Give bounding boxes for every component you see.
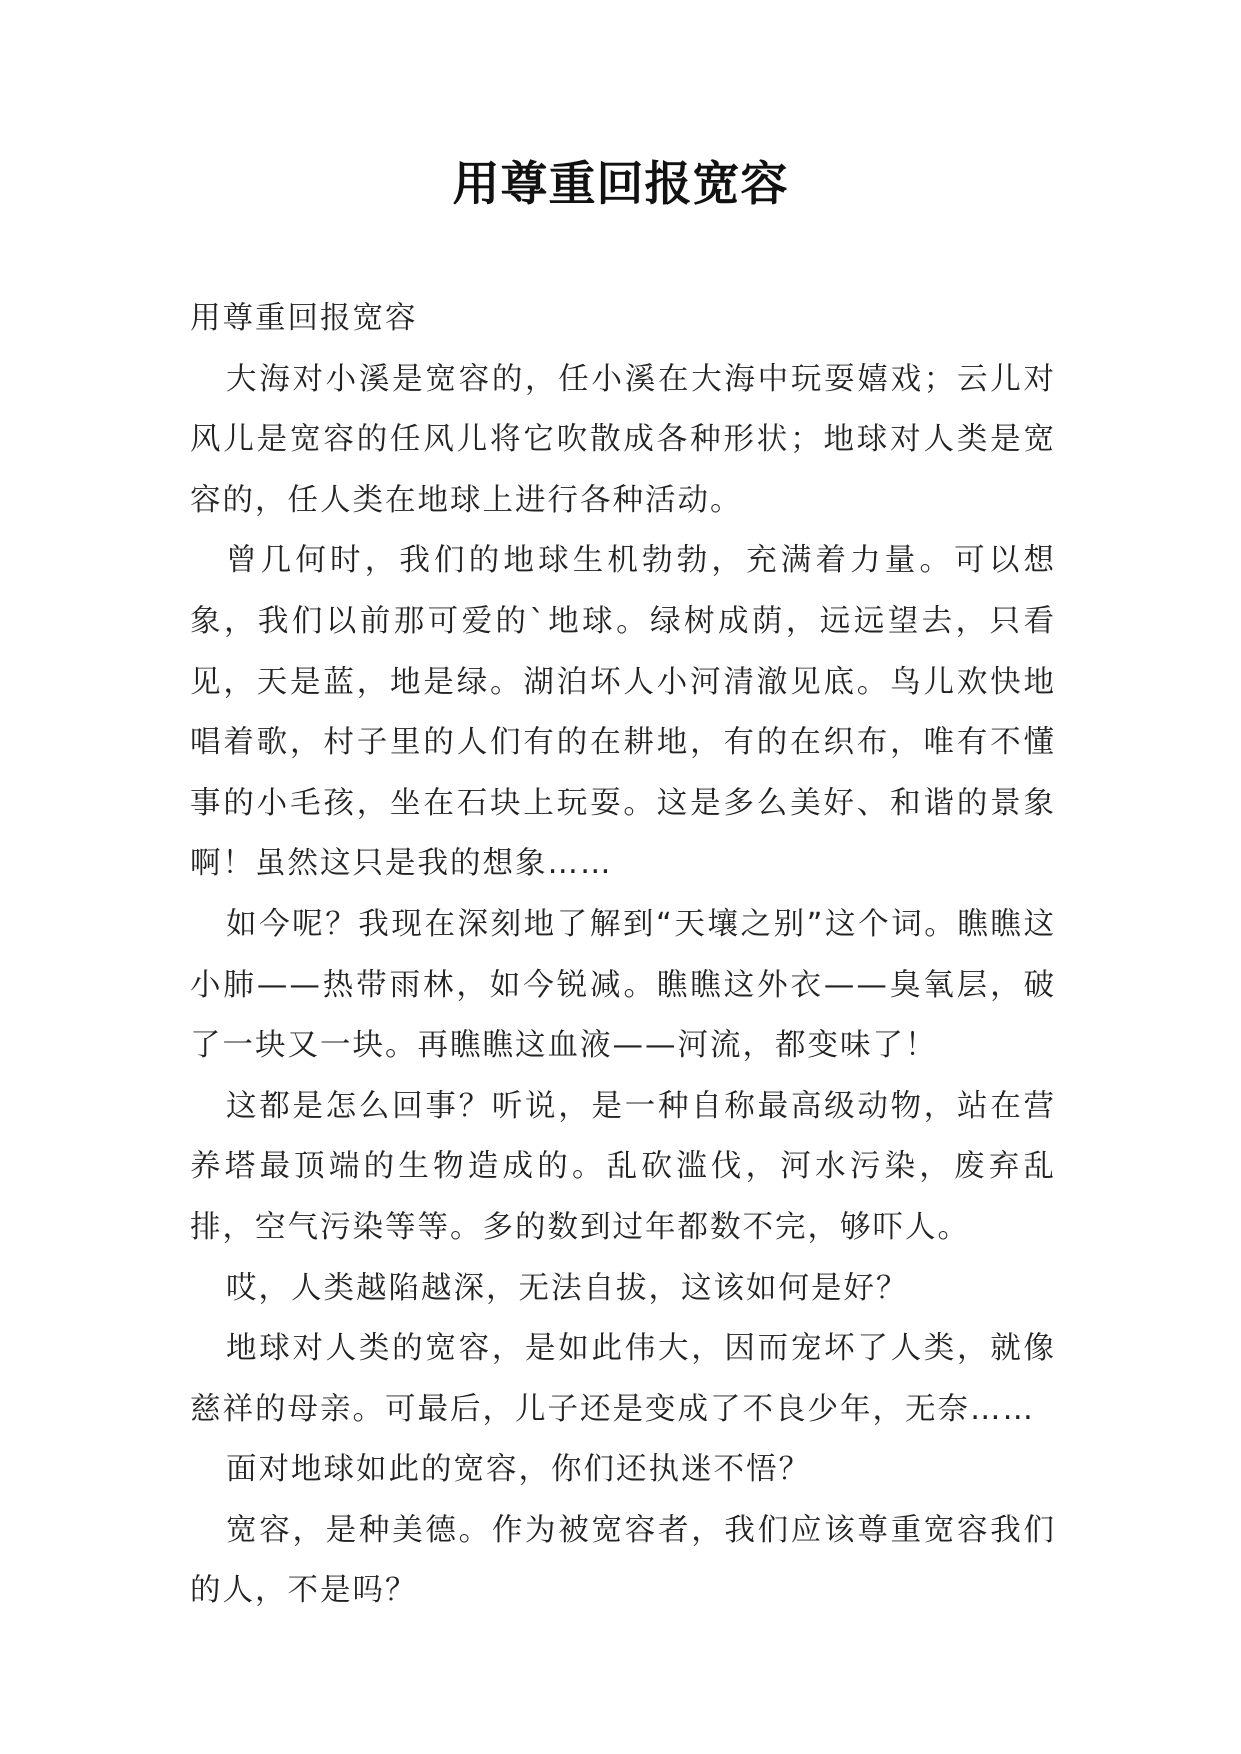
paragraph-2: 曾几何时，我们的地球生机勃勃，充满着力量。可以想象，我们以前那可爱的`地球。绿树成荫，远远望去，只看见，天是蓝，地是绿。湖泊坏人小河清澈见底。鸟儿欢快地唱着歌，村子里的人们有的在耕地，有的在织布，唯有不懂事的小毛孩，坐在石块上玩耍。这是多么美好、和谐的景象啊！虽然这只是我的想象…… — [190, 543, 1056, 882]
paragraph-4: 这都是怎么回事？听说，是一种自称最高级动物，站在营养塔最顶端的生物造成的。乱砍滥伐，河水污染，废弃乱排，空气污染等等。多的数到过年都数不完，够吓人。 — [190, 1088, 1056, 1245]
paragraph-5: 哎，人类越陷越深，无法自拔，这该如何是好？ — [226, 1270, 909, 1306]
paragraph-3: 如今呢？我现在深刻地了解到“天壤之别”这个词。瞧瞧这小肺——热带雨林，如今锐减。瞧瞧这外衣——臭氧层，破了一块又一块。再瞧瞧这血液——河流，都变味了！ — [190, 906, 1056, 1064]
paragraph-7: 面对地球如此的宽容，你们还执迷不悟？ — [226, 1452, 811, 1488]
paragraph-1: 大海对小溪是宽容的，任小溪在大海中玩耍嬉戏；云儿对风儿是宽容的任风儿将它吹散成各种形状；地球对人类是宽容的，任人类在地球上进行各种活动。 — [190, 361, 1056, 518]
paragraph-8: 宽容，是种美德。作为被宽容者，我们应该尊重宽容我们的人，不是吗？ — [190, 1512, 1056, 1609]
document-title: 用尊重回报宽容 — [452, 157, 789, 212]
paragraph-6: 地球对人类的宽容，是如此伟大，因而宠坏了人类，就像慈祥的母亲。可最后，儿子还是变成了不良少年，无奈…… — [190, 1331, 1056, 1427]
document-body — [190, 289, 1056, 1622]
body-heading: 用尊重回报宽容 — [190, 301, 418, 336]
